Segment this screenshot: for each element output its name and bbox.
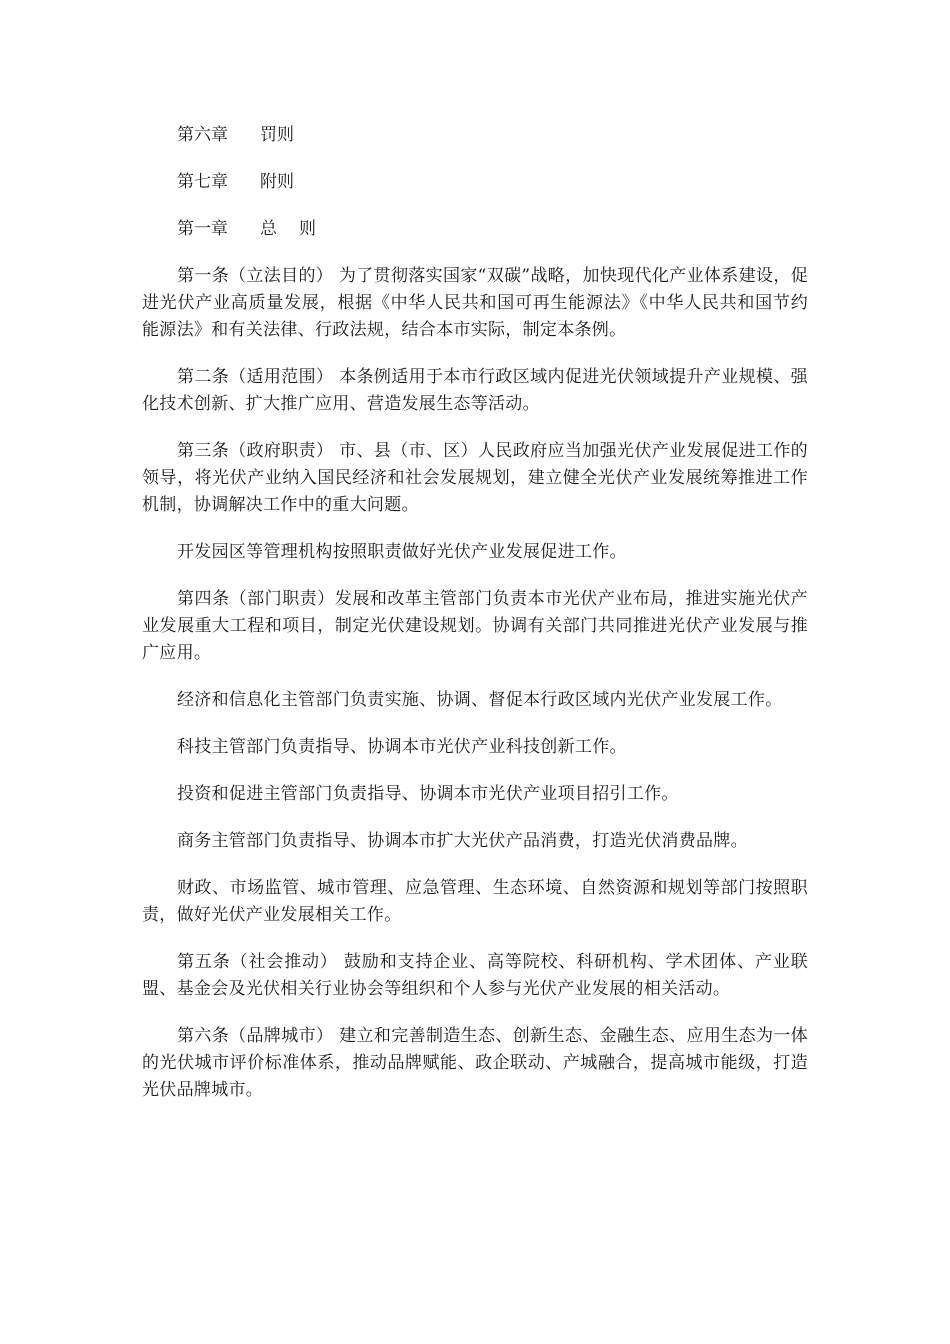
chapter-title: 附则	[260, 172, 294, 192]
article-2: 第二条（适用范围） 本条例适用于本市行政区域内促进光伏领域提升产业规模、强化技术创新、扩大推广应用、营造发展生态等活动。	[142, 367, 808, 414]
article-4-clause: 财政、市场监管、城市管理、应急管理、生态环境、自然资源和规划等部门按照职责，做好光伏产业发展相关工作。	[142, 878, 808, 925]
article-4-clause: 投资和促进主管部门负责指导、协调本市光伏产业项目招引工作。	[177, 784, 679, 804]
article-4-clause: 科技主管部门负责指导、协调本市光伏产业科技创新工作。	[177, 737, 627, 757]
chapter-heading-1	[142, 216, 808, 243]
chapter-number: 第七章	[177, 172, 228, 192]
chapter-heading-6	[142, 122, 808, 149]
chapter-title: 罚则	[260, 125, 294, 145]
article-4-clause: 商务主管部门负责指导、协调本市扩大光伏产品消费，打造光伏消费品牌。	[177, 831, 748, 851]
article-1: 第一条（立法目的） 为了贯彻落实国家“双碳”战略，加快现代化产业体系建设，促进光伏产业高质量发展，根据《中华人民共和国可再生能源法》《中华人民共和国节约能源法》和有关法律、行政法规，结合本市实际，制定本条例。	[142, 266, 808, 340]
article-6: 第六条（品牌城市） 建立和完善制造生态、创新生态、金融生态、应用生态为一体的光伏城市评价标准体系，推动品牌赋能、政企联动、产城融合，提高城市能级，打造光伏品牌城市。	[142, 1026, 808, 1100]
article-3: 第三条（政府职责） 市、县（市、区）人民政府应当加强光伏产业发展促进工作的领导，将光伏产业纳入国民经济和社会发展规划，建立健全光伏产业发展统筹推进工作机制，协调解决工作中的重大问题。	[142, 441, 808, 515]
chapter-title-part: 则	[299, 219, 316, 239]
article-3-clause: 开发园区等管理机构按照职责做好光伏产业发展促进工作。	[177, 542, 627, 562]
article-5: 第五条（社会推动） 鼓励和支持企业、高等院校、科研机构、学术团体、产业联盟、基金会及光伏相关行业协会等组织和个人参与光伏产业发展的相关活动。	[142, 952, 808, 999]
chapter-number: 第一章	[177, 219, 228, 239]
chapter-heading-7	[142, 169, 808, 196]
chapter-number: 第六章	[177, 125, 228, 145]
chapter-title-part: 总	[260, 219, 277, 239]
document-page	[142, 122, 808, 1124]
article-4-clause: 经济和信息化主管部门负责实施、协调、督促本行政区域内光伏产业发展工作。	[177, 690, 783, 710]
article-4: 第四条（部门职责）发展和改革主管部门负责本市光伏产业布局，推进实施光伏产业发展重大工程和项目，制定光伏建设规划。协调有关部门共同推进光伏产业发展与推广应用。	[142, 589, 808, 663]
